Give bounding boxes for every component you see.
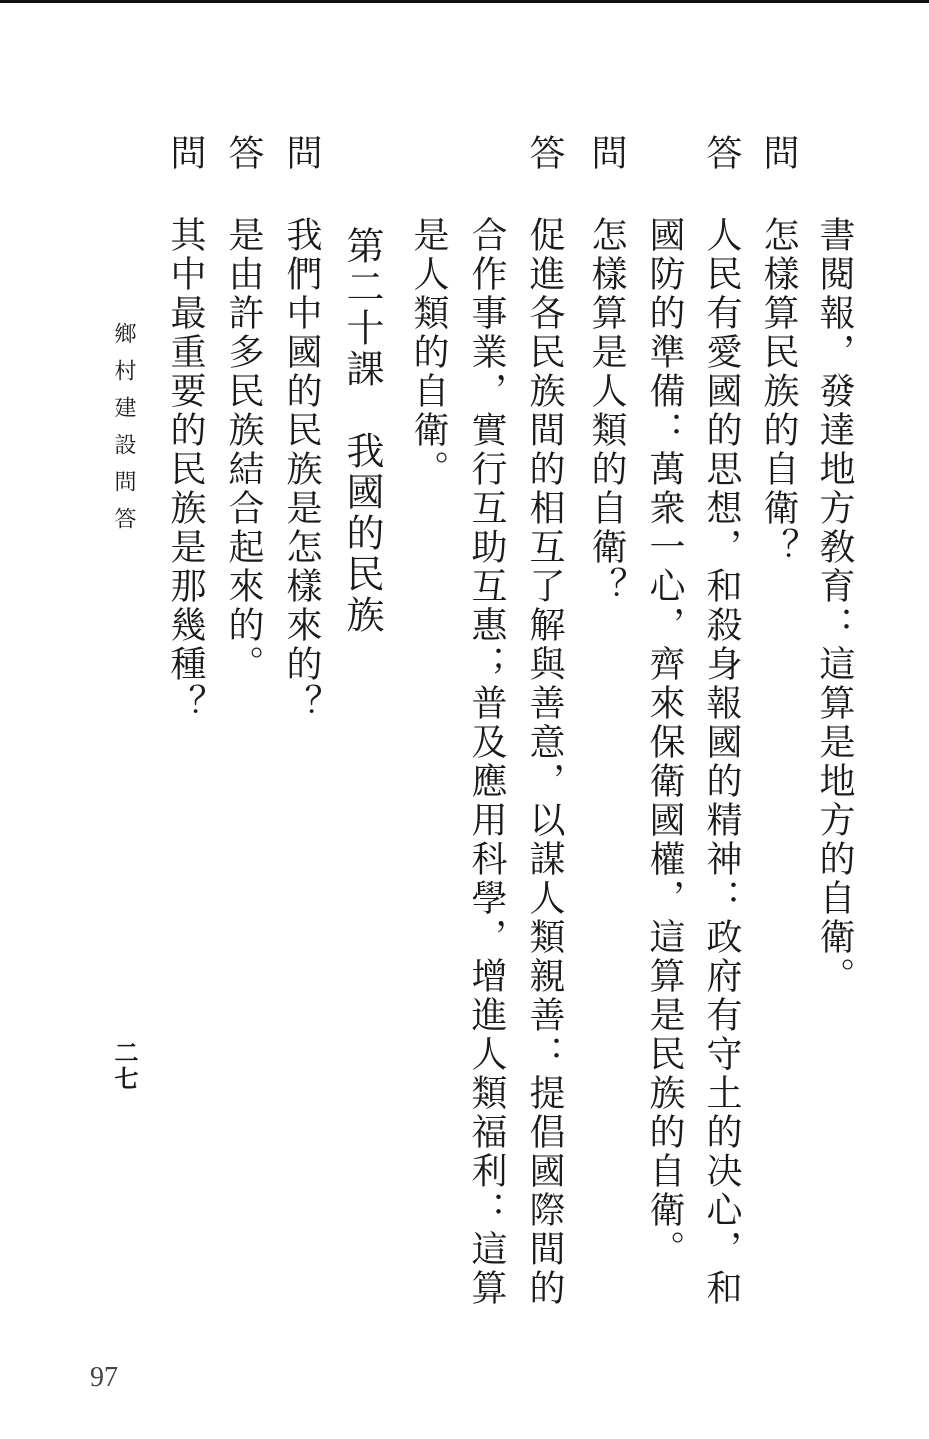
column-10-text: 我們中國的民族是怎樣來的？ [281,216,322,723]
column-1-text: 書閱報，發達地方敎育：這算是地方的自衛。 [814,216,855,996]
scan-page-number: 97 [90,1362,118,1393]
column-3-label: 答 [701,134,742,173]
column-2-text: 怎樣算民族的自衛？ [758,216,799,567]
column-5-label: 問 [586,134,627,173]
column-11-label: 答 [223,134,264,173]
column-7-text: 合作事業，實行互助互惠；普及應用科學，增進人類福利：這算 [466,216,507,1308]
running-head-book-title: 鄉村建設問答 [111,322,136,544]
column-4-text: 國防的準備：萬衆一心，齊來保衛國權，這算是民族的自衛。 [644,216,685,1269]
column-8-text: 是人類的自衛。 [408,216,449,489]
column-12-label: 問 [165,134,206,173]
column-10-label: 問 [281,134,322,173]
folio-page-number: 二七 [110,1040,139,1092]
column-12-text: 其中最重要的民族是那幾種？ [165,216,206,723]
column-6-text: 促進各民族間的相互了解與善意，以謀人類親善：提倡國際間的 [524,216,565,1308]
lesson-heading: 第二十課 我國的民族 [340,226,384,636]
column-1-label: 問 [758,134,799,173]
column-6-label: 答 [524,134,565,173]
column-5-text: 怎樣算是人類的自衛？ [586,216,627,606]
column-3-text: 人民有愛國的思想，和殺身報國的精神：政府有守土的决心，和 [701,216,742,1308]
top-border-rule [0,0,929,3]
column-11-text: 是由許多民族結合起來的。 [223,216,264,684]
